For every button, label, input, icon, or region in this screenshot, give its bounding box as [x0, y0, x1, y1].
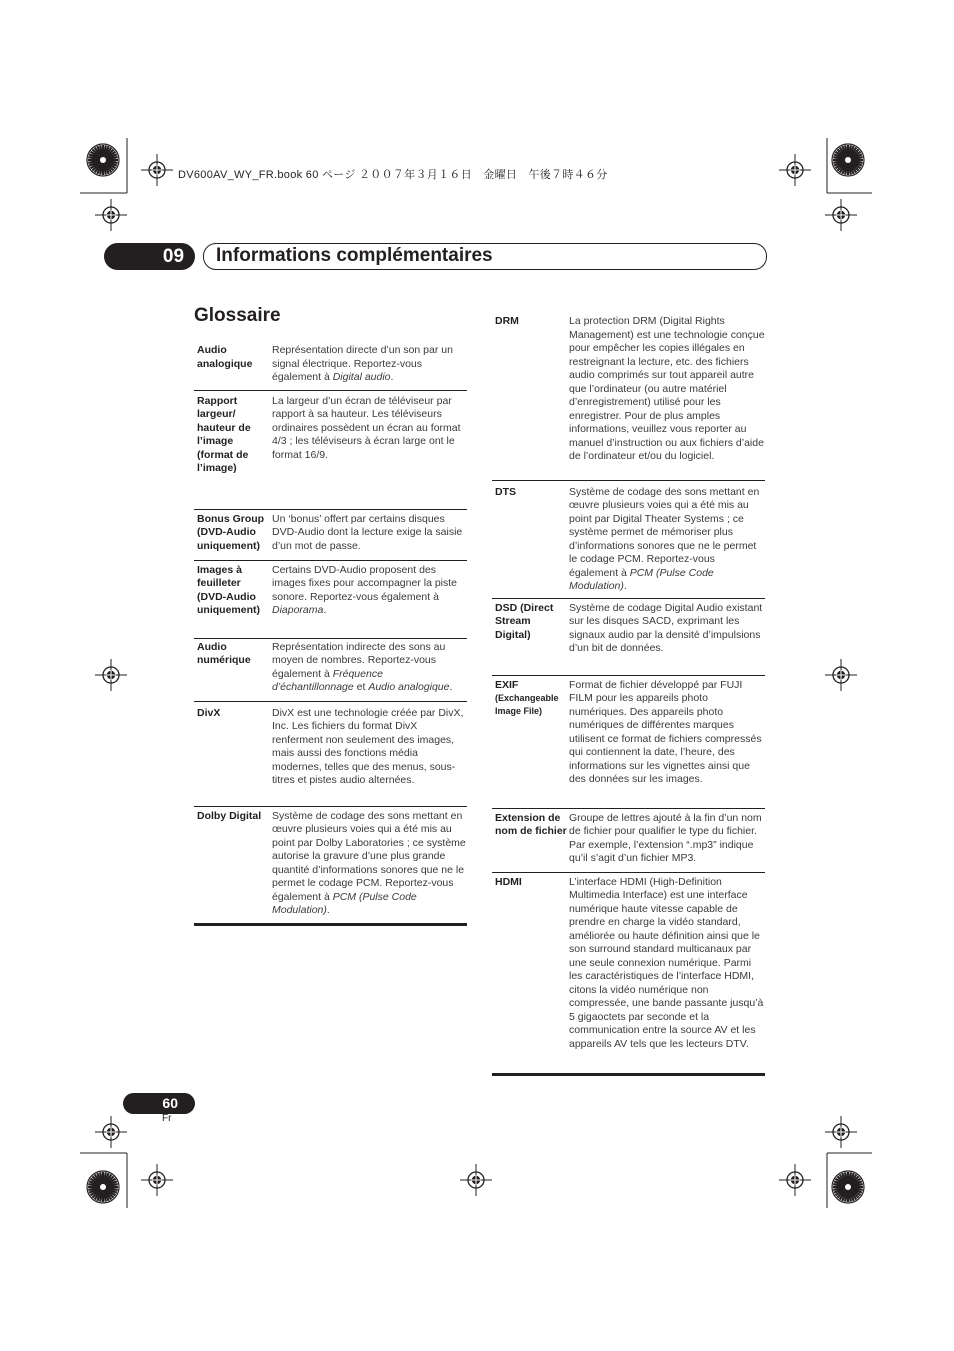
language-code: Fr	[162, 1113, 172, 1124]
glossary-term: DTS	[495, 485, 516, 498]
glossary-row	[194, 806, 467, 922]
chapter-number-badge: 09	[104, 243, 195, 270]
glossary-row	[194, 509, 467, 560]
glossary-term: HDMI	[495, 875, 522, 888]
glossary-term: Images à feuilleter (DVD-Audio uniquement)	[197, 563, 260, 616]
glossary-row	[194, 638, 467, 701]
chapter-title: Informations complémentaires	[216, 245, 493, 266]
glossary-term: Audio analogique	[197, 344, 253, 370]
glossary-term: Extension de nom de fichier	[495, 811, 567, 837]
glossary-definition: Système de codage Digital Audio existant sur les disques SACD, exprimant les signaux audio par la densité d’impulsions d’un bit de données.	[569, 601, 763, 654]
glossary-right-table	[492, 312, 765, 1070]
glossary-term: EXIF (Exchangeable Image File)	[492, 675, 569, 808]
glossary-row	[194, 701, 467, 806]
page-number-badge: 60	[123, 1093, 195, 1114]
glossary-term: Bonus Group (DVD-Audio uniquement)	[197, 512, 265, 552]
glossary-row	[194, 339, 467, 390]
glossary-definition: Système de codage des sons mettant en œuvre plusieurs voies qui a été mis au point par Dolby Laboratories ; ce système autorise la gravure d’une plus grande quantité d’informations sonores que ne le permet le codage PCM. Reportez-vous également à PCM (Pulse Code Modulation).	[272, 809, 466, 916]
glossary-definition: Représentation directe d’un son par un signal électrique. Reportez-vous également à Digital audio.	[272, 344, 453, 383]
glossary-definition: Un ‘bonus’ offert par certains disques DVD-Audio dont la lecture exige la saisie d’un mot de passe.	[272, 512, 463, 552]
glossary-row	[492, 598, 765, 675]
glossary-definition: Système de codage des sons mettant en œuvre plusieurs voies qui a été mis au point par Digital Theater Systems ; ce système permet de mémoriser plus d’informations sonores que ne le permet le codage PCM. Reportez-vous également à PCM (Pulse Code Modulation).	[569, 485, 760, 592]
glossary-row	[492, 808, 765, 872]
glossary-definition: Groupe de lettres ajouté à la fin d’un nom de fichier pour qualifier le type du fichier. Par exemple, l’extension “.mp3” indique qu’il s’agit d’un fichier MP3.	[569, 811, 762, 864]
left-table-bottom-rule	[194, 923, 467, 926]
glossary-row	[194, 560, 467, 638]
glossary-row	[194, 390, 467, 509]
glossary-definition: L’interface HDMI (High-Definition Multimedia Interface) est une interface numérique haute vitesse capable de prendre en charge la vidéo standard, améliorée ou haute définition ainsi que le son surround standard multicanaux par une seule connexion numérique. Parmi les caractéristiques de l’interface HDMI, citons la vidéo numérique non compressée, une bande passante jusqu’à 5 gigaoctets par seconde et la communication entre la source AV et les appareils AV tels que les lecteurs DTV.	[569, 875, 764, 1050]
glossary-left-table	[194, 339, 467, 922]
glossary-row	[492, 675, 765, 808]
glossary-definition: DivX est une technologie créée par DivX, Inc. Les fichiers du format DivX renferment non seulement des images, mais aussi des fonctions média modernes, telles que des menus, sous-titres et pistes audio alternées.	[272, 706, 464, 786]
glossary-term: DivX	[197, 706, 221, 719]
section-title: Glossaire	[194, 305, 281, 326]
glossary-term: Audio numérique	[197, 640, 251, 666]
glossary-row	[492, 480, 765, 598]
file-info-line: DV600AV_WY_FR.book 60 ページ ２００７年３月１６日 金曜日 午後７時４６分	[178, 169, 608, 181]
glossary-row	[492, 872, 765, 1070]
glossary-definition: Représentation indirecte des sons au moyen de nombres. Reportez-vous également à Fréquence d’échantillonnage et Audio analogique.	[272, 640, 453, 693]
glossary-term-subtitle: (Exchangeable Image File)	[495, 693, 559, 716]
glossary-definition: Format de fichier développé par FUJI FILM pour les appareils photo numériques. Des appareils photo numériques de différentes marques utilisent ce format de fichiers compressés qui contiennent la date, l’heure, des informations sur les vignettes ainsi que des données sur les images.	[569, 678, 762, 785]
glossary-term: DRM	[495, 315, 519, 327]
glossary-definition: Certains DVD-Audio proposent des images fixes pour accompagner la piste sonore. Reportez-vous également à Diaporama.	[272, 563, 458, 616]
glossary-term: Dolby Digital	[197, 809, 262, 822]
glossary-definition: La protection DRM (Digital Rights Management) est une technologie conçue pour empêcher les copies illégales en restreignant la lecture, etc. des fichiers audio comprimés sur tout appareil autre que l’ordinateur (ou autre matériel d’enregistrement) utilisé pour les enregistrer. Pour de plus amples informations, veuillez vous reporter au manuel d’instruction ou aux fichiers d’aide de l’ordinateur et/ou du logiciel.	[569, 315, 765, 462]
glossary-definition: La largeur d’un écran de téléviseur par rapport à sa hauteur. Les téléviseurs ordinaires possèdent un écran au format 4/3 ; les téléviseurs à écran large ont le format 16/9.	[272, 394, 461, 461]
glossary-term: DSD (Direct Stream Digital)	[495, 601, 554, 641]
glossary-term: Rapport largeur/ hauteur de l’image (format de l’image)	[197, 394, 251, 474]
right-table-bottom-rule	[492, 1073, 765, 1076]
glossary-row	[492, 312, 765, 480]
